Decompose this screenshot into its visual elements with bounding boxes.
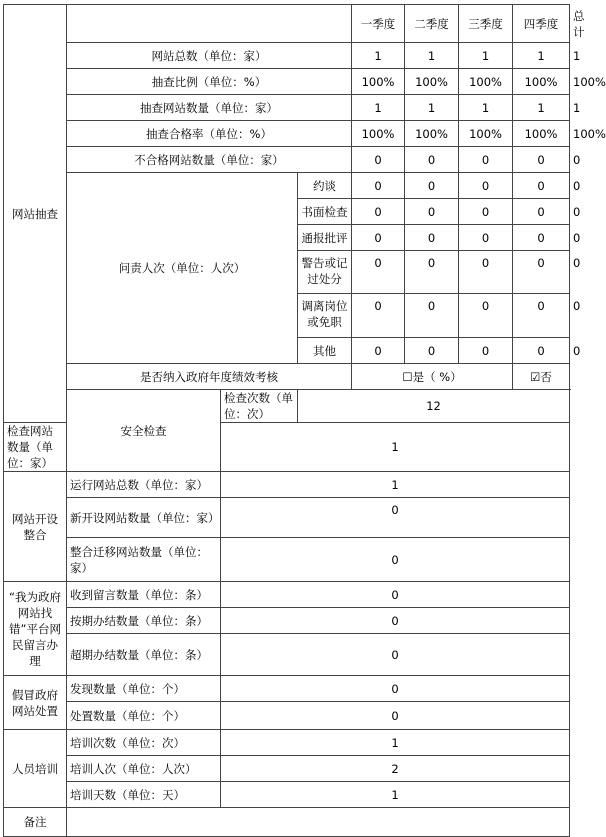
cell-value: 1: [513, 95, 570, 121]
header-q2: 二季度: [405, 5, 459, 43]
cell-value: 0: [352, 225, 405, 251]
cell-value: 1: [405, 43, 459, 69]
cell-value: 0: [352, 251, 405, 294]
row-label: 网站总数（单位：家）: [67, 43, 352, 69]
cell-value: 0: [352, 199, 405, 225]
row-label: 新开设网站数量（单位：家）: [67, 498, 221, 538]
cell-value: 0: [459, 225, 513, 251]
cell-value: 0: [513, 147, 570, 173]
table-row: [4, 390, 570, 423]
cell-value: 100%: [352, 121, 405, 147]
cell-value: 100%: [352, 69, 405, 95]
sub-row-label: 书面检查: [298, 199, 352, 225]
cell-value: 0: [405, 294, 459, 338]
row-label: 收到留言数量（单位：条）: [67, 582, 221, 608]
cell-value: 0: [459, 251, 513, 294]
remarks-row: [4, 808, 570, 837]
cell-value: 100%: [459, 121, 513, 147]
cell-value: 0: [221, 634, 570, 676]
row-label: 培训次数（单位：次）: [67, 730, 221, 756]
cell-value: 1: [221, 423, 570, 472]
cell-value: 0: [221, 608, 570, 634]
cell-value: 1: [352, 95, 405, 121]
cell-value: 1: [405, 95, 459, 121]
cell-value: 0: [513, 225, 570, 251]
cell-value: 1: [221, 782, 570, 808]
row-label: 整合迁移网站数量（单位：家）: [67, 538, 221, 582]
cell-value: 0: [352, 147, 405, 173]
table-row: 抽查比例（单位：%） 100% 100% 100% 100% 100%: [4, 69, 570, 95]
header-q1: 一季度: [352, 5, 405, 43]
cell-value: 0: [352, 338, 405, 364]
cell-value: 0: [405, 199, 459, 225]
cell-value: 0: [459, 338, 513, 364]
cell-value: 0: [459, 199, 513, 225]
table-row: [4, 608, 570, 634]
row-label: 不合格网站数量（单位：家）: [67, 147, 352, 173]
sub-row-label: 约谈: [298, 173, 352, 199]
cell-value: 1: [513, 43, 570, 69]
statistics-table: [3, 4, 606, 837]
sub-row-label: 其他: [298, 338, 352, 364]
cell-value: 1: [459, 95, 513, 121]
table-row: 抽查网站数量（单位：家） 1 1 1 1 1: [4, 95, 570, 121]
row-label: 检查网站数量（单位：家）: [4, 423, 67, 472]
section-integration: 网站开设整合: [4, 472, 67, 582]
table-row: 问责人次（单位：人次） 约谈 0 0 0 0 0: [4, 173, 570, 199]
row-label: 检查次数（单位：次）: [221, 390, 298, 423]
cell-value: 0: [405, 225, 459, 251]
assessment-row: [4, 364, 570, 390]
table-row: 抽查合格率（单位：%） 100% 100% 100% 100% 100%: [4, 121, 570, 147]
cell-value: 0: [405, 173, 459, 199]
remarks-value: [67, 808, 570, 837]
table-row: 不合格网站数量（单位：家） 0 0 0 0 0: [4, 147, 570, 173]
cell-value: 0: [221, 702, 570, 730]
header-q3: 三季度: [459, 5, 513, 43]
table-row: 调离岗位或免职 0 0 0 0 0: [4, 294, 570, 338]
cell-value: 0: [352, 173, 405, 199]
sub-row-label: 通报批评: [298, 225, 352, 251]
row-label: 培训人次（单位：人次）: [67, 756, 221, 782]
table-row: 网站总数（单位：家） 1 1 1 1 1: [4, 43, 570, 69]
table-row: [4, 472, 570, 498]
header-row: 网站抽查 一季度 二季度 三季度 四季度 总计: [4, 5, 570, 43]
row-label: 超期办结数量（单位：条）: [67, 634, 221, 676]
remarks-label: 备注: [4, 808, 67, 837]
cell-value: 0: [352, 294, 405, 338]
cell-value: 0: [405, 338, 459, 364]
table-row: [4, 730, 570, 756]
cell-value: 0: [459, 147, 513, 173]
cell-value: 1: [221, 472, 570, 498]
cell-value: 100%: [459, 69, 513, 95]
table-row: 通报批评 0 0 0 0 0: [4, 225, 570, 251]
table-row: [4, 634, 570, 676]
cell-value: 0: [459, 294, 513, 338]
cell-value: 100%: [513, 121, 570, 147]
cell-value: 1: [352, 43, 405, 69]
cell-value: 2: [221, 756, 570, 782]
header-blank: [67, 5, 352, 43]
row-label: 抽查比例（单位：%）: [67, 69, 352, 95]
assessment-label: 是否纳入政府年度绩效考核: [67, 364, 352, 390]
section-spot-check: 网站抽查: [4, 5, 67, 423]
row-label: 抽查合格率（单位：%）: [67, 121, 352, 147]
assessment-no-checkbox[interactable]: ☑否: [513, 364, 570, 390]
table-row: 其他 0 0 0 0 0: [4, 338, 570, 364]
sub-row-label: 调离岗位或免职: [298, 294, 352, 338]
cell-value: 0: [221, 676, 570, 702]
section-training: 人员培训: [4, 730, 67, 808]
cell-value: 100%: [405, 121, 459, 147]
table-row: [4, 582, 570, 608]
row-label: 运行网站总数（单位：家）: [67, 472, 221, 498]
section-fake-sites: 假冒政府网站处置: [4, 676, 67, 730]
section-error-report: “我为政府网站找错”平台网民留言办理: [4, 582, 67, 676]
cell-value: 0: [513, 173, 570, 199]
table-row: [4, 782, 570, 808]
cell-value: 100%: [513, 69, 570, 95]
header-q4: 四季度: [513, 5, 570, 43]
table-row: 警告或记过处分 0 0 0 0 0: [4, 251, 570, 294]
cell-value: 0: [459, 173, 513, 199]
section-security: 安全检查: [67, 390, 221, 472]
assessment-yes-checkbox[interactable]: ☐是（ %）: [352, 364, 513, 390]
cell-value: 0: [405, 147, 459, 173]
row-label: 抽查网站数量（单位：家）: [67, 95, 352, 121]
cell-value: 1: [459, 43, 513, 69]
cell-value: 12: [298, 390, 570, 423]
cell-value: 1: [221, 730, 570, 756]
cell-value: 100%: [405, 69, 459, 95]
row-label: 按期办结数量（单位：条）: [67, 608, 221, 634]
row-label: 培训天数（单位：天）: [67, 782, 221, 808]
row-label: 发现数量（单位：个）: [67, 676, 221, 702]
table-row: [4, 702, 570, 730]
table-row: [4, 676, 570, 702]
sub-row-label: 警告或记过处分: [298, 251, 352, 294]
cell-value: 0: [513, 199, 570, 225]
table-row: 书面检查 0 0 0 0 0: [4, 199, 570, 225]
table-row: [4, 538, 570, 582]
cell-value: 0: [221, 498, 570, 538]
cell-value: 0: [221, 582, 570, 608]
cell-value: 0: [221, 538, 570, 582]
cell-value: 0: [513, 294, 570, 338]
cell-value: 0: [513, 251, 570, 294]
row-label: 处置数量（单位：个）: [67, 702, 221, 730]
table-row: [4, 498, 570, 538]
accountability-label: 问责人次（单位：人次）: [67, 173, 298, 364]
cell-value: 0: [513, 338, 570, 364]
table-row: [4, 756, 570, 782]
cell-value: 0: [405, 251, 459, 294]
